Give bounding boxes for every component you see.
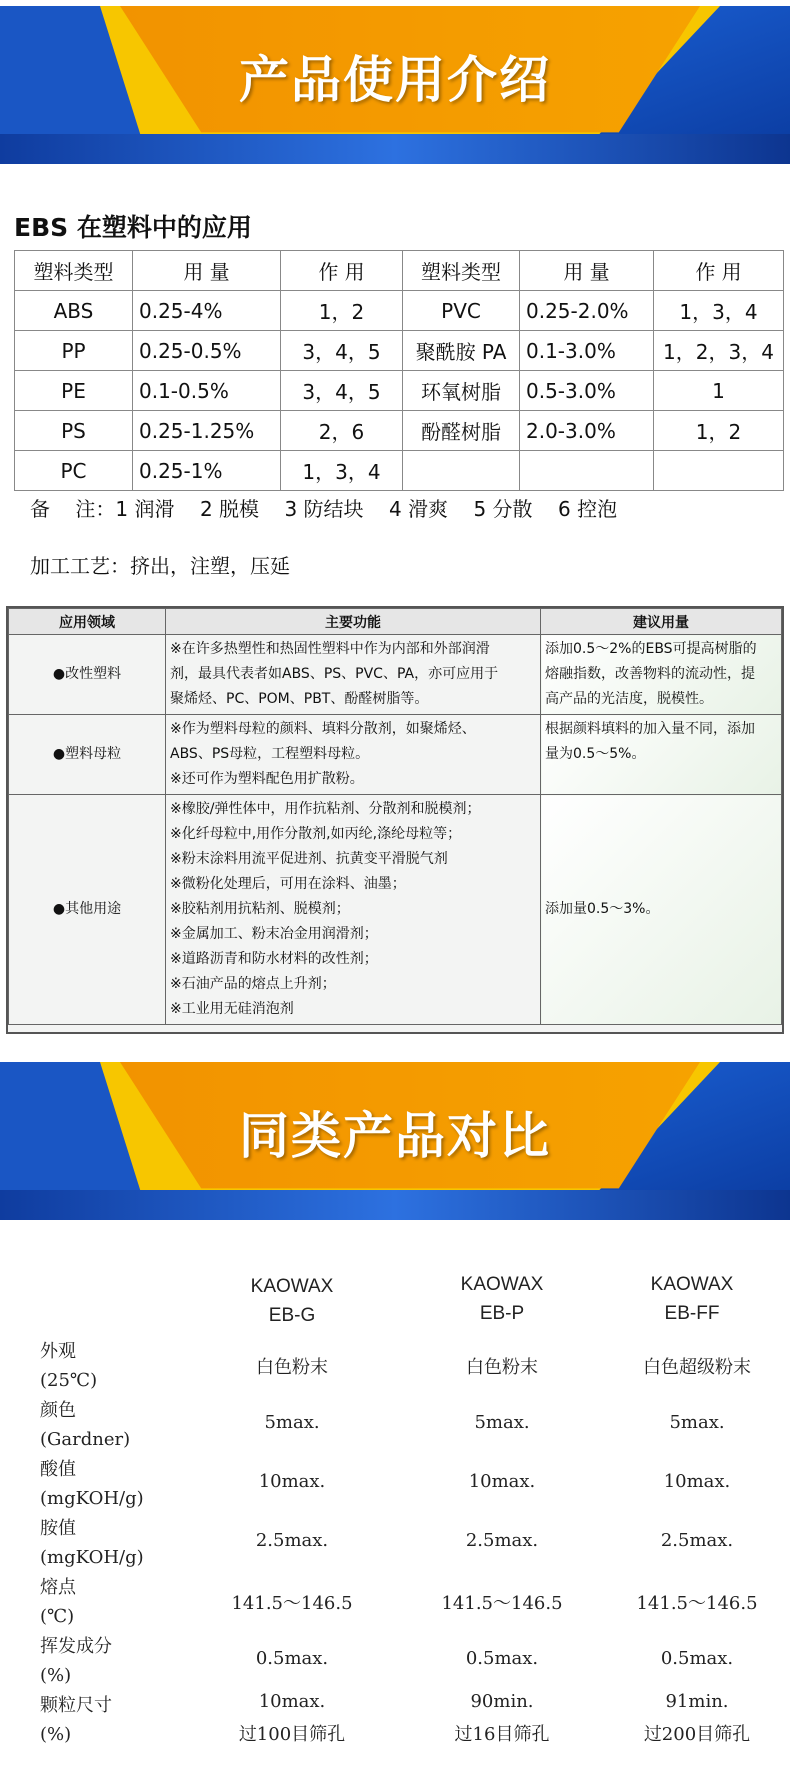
- header-cell: 塑料类型: [403, 251, 520, 291]
- dosage-line: 量为0.5～5%。: [545, 746, 646, 762]
- header-cell: 建议用量: [541, 609, 782, 635]
- header-cell: 应用领域: [9, 609, 166, 635]
- table-cell: 1，2，3，4: [654, 331, 784, 371]
- table-header-row: [15, 251, 784, 291]
- property-value: 10max.: [663, 1471, 731, 1492]
- table-cell: PE: [15, 371, 133, 411]
- header-cell: 作 用: [654, 251, 784, 291]
- dosage-line: 高产品的光洁度，脱模性。: [545, 691, 713, 707]
- property-value: 5max.: [264, 1412, 320, 1433]
- function-cell: [166, 635, 541, 715]
- field-cell: ●改性塑料: [9, 635, 166, 715]
- property-value: 10max.: [258, 1471, 326, 1492]
- property-value: 2.5max.: [660, 1530, 734, 1551]
- table-cell: PP: [15, 331, 133, 371]
- header-cell: 主要功能: [166, 609, 541, 635]
- table-cell: [403, 451, 520, 491]
- dosage-cell: [541, 715, 782, 795]
- property-value: 2.5max.: [465, 1530, 539, 1551]
- property-value: 91min.: [665, 1691, 729, 1712]
- property-label: 颗粒尺寸: [40, 1695, 112, 1716]
- dosage-line: 添加0.5～2%的EBS可提高树脂的: [545, 641, 757, 657]
- table-cell: 0.25-2.0%: [520, 291, 654, 331]
- property-value: 0.5max.: [660, 1648, 734, 1669]
- table-row: [15, 371, 784, 411]
- function-line: ※胶粘剂用抗粘剂、脱模剂；: [170, 901, 350, 917]
- table-row: [9, 715, 782, 795]
- table-cell: 1，3，4: [654, 291, 784, 331]
- product-brand: KAOWAX: [250, 1276, 334, 1297]
- property-value: 白色粉末: [256, 1357, 328, 1378]
- ebs-process: 加工工艺：挤出，注塑，压延: [30, 554, 290, 578]
- property-value-sieve: 过200目筛孔: [643, 1724, 751, 1745]
- property-label: 熔点: [40, 1577, 76, 1598]
- table-cell: [520, 451, 654, 491]
- function-cell: [166, 715, 541, 795]
- table-cell: PC: [15, 451, 133, 491]
- banner-bg-band: [0, 1190, 790, 1220]
- table-cell: 1，2: [281, 291, 403, 331]
- ebs-plastics-table: [14, 250, 784, 491]
- table-row: [15, 411, 784, 451]
- property-value: 90min.: [470, 1691, 534, 1712]
- function-line: ※石油产品的熔点上升剂；: [170, 976, 336, 992]
- product-header: [202, 1272, 382, 1330]
- property-value: 2.5max.: [255, 1530, 329, 1551]
- property-value: 141.5～146.5: [636, 1593, 758, 1614]
- table-cell: 1，2: [654, 411, 784, 451]
- table-cell: PS: [15, 411, 133, 451]
- table-row: [9, 795, 782, 1025]
- table-row: [15, 291, 784, 331]
- ebs-section-title: EBS 在塑料中的应用: [14, 213, 252, 242]
- function-line: ※作为塑料母粒的颜料、填料分散剂，如聚烯烃、: [170, 721, 476, 737]
- dosage-cell: [541, 635, 782, 715]
- table-cell: 0.25-1.25%: [133, 411, 281, 451]
- table-cell: 2.0-3.0%: [520, 411, 654, 451]
- property-unit: (mgKOH/g): [40, 1488, 144, 1509]
- table-cell: 0.25-4%: [133, 291, 281, 331]
- header-cell: 用 量: [133, 251, 281, 291]
- property-value: 白色超级粉末: [643, 1357, 751, 1378]
- function-line: ※化纤母粒中,用作分散剂,如丙纶,涤纶母粒等；: [170, 826, 462, 842]
- dosage-line: 添加量0.5～3%。: [545, 901, 660, 917]
- property-value: 10max.: [468, 1471, 536, 1492]
- header-cell: 用 量: [520, 251, 654, 291]
- function-line: ※微粉化处理后，可用在涂料、油墨；: [170, 876, 406, 892]
- table-cell: 3，4，5: [281, 371, 403, 411]
- product-brand: KAOWAX: [650, 1274, 734, 1295]
- header-cell: 塑料类型: [15, 251, 133, 291]
- property-label: 外观: [40, 1341, 76, 1362]
- table-cell: 3，4，5: [281, 331, 403, 371]
- banner-bg-band: [0, 134, 790, 164]
- dosage-line: 根据颜料填料的加入量不同，添加: [545, 721, 755, 737]
- property-unit: (%): [40, 1724, 72, 1745]
- table-cell: 1，3，4: [281, 451, 403, 491]
- table-cell: 0.1-3.0%: [520, 331, 654, 371]
- function-cell: [166, 795, 541, 1025]
- function-line: ABS、PS母粒，工程塑料母粒。: [170, 746, 370, 762]
- banner-title: 同类产品对比: [239, 1107, 551, 1165]
- table-row: [15, 451, 784, 491]
- property-label: 挥发成分: [40, 1636, 112, 1657]
- table-cell: 0.25-1%: [133, 451, 281, 491]
- table-header-row: [9, 609, 782, 635]
- property-label: 颜色: [40, 1400, 76, 1421]
- table-cell: 聚酰胺 PA: [403, 331, 520, 371]
- property-value: 141.5～146.5: [231, 1593, 353, 1614]
- application-table-image: [6, 606, 784, 1034]
- product-grade: EB-P: [479, 1303, 525, 1324]
- header-cell: 作 用: [281, 251, 403, 291]
- property-value-sieve: 过100目筛孔: [238, 1724, 346, 1745]
- table-cell: 0.5-3.0%: [520, 371, 654, 411]
- property-value: 0.5max.: [255, 1648, 329, 1669]
- property-value: 白色粉末: [466, 1357, 538, 1378]
- function-line: ※在许多热塑性和热固性塑料中作为内部和外部润滑: [170, 641, 490, 657]
- property-unit: (℃): [40, 1606, 75, 1627]
- property-unit: (%): [40, 1665, 72, 1686]
- banner-product-intro: [0, 6, 790, 164]
- property-value: 0.5max.: [465, 1648, 539, 1669]
- table-cell: 1: [654, 371, 784, 411]
- dosage-line: 熔融指数，改善物料的流动性，提: [545, 666, 755, 682]
- function-line: ※道路沥青和防水材料的改性剂；: [170, 951, 378, 967]
- function-line: ※粉末涂料用流平促进剂、抗黄变平滑脱气剂: [170, 851, 448, 867]
- property-value: 141.5～146.5: [441, 1593, 563, 1614]
- property-unit: (25℃): [40, 1370, 98, 1391]
- table-cell: 0.25-0.5%: [133, 331, 281, 371]
- property-unit: (mgKOH/g): [40, 1547, 144, 1568]
- table-row: [9, 635, 782, 715]
- property-value: 10max.: [258, 1691, 326, 1712]
- function-line: ※金属加工、粉末冶金用润滑剂；: [170, 926, 378, 942]
- property-unit: (Gardner): [40, 1429, 131, 1450]
- product-grade: EB-G: [268, 1305, 316, 1326]
- property-label: 胺值: [40, 1518, 76, 1539]
- table-cell: 2，6: [281, 411, 403, 451]
- table-cell: 环氧树脂: [403, 371, 520, 411]
- table-cell: 酚醛树脂: [403, 411, 520, 451]
- table-cell: [654, 451, 784, 491]
- table-cell: PVC: [403, 291, 520, 331]
- property-value-sieve: 过16目筛孔: [454, 1724, 550, 1745]
- function-line: 聚烯烃、PC、POM、PBT、酚醛树脂等。: [170, 691, 429, 707]
- function-line: ※工业用无硅消泡剂: [170, 1001, 294, 1017]
- field-cell: ●其他用途: [9, 795, 166, 1025]
- application-table: [8, 608, 782, 1025]
- function-line: 剂，最具代表者如ABS、PS、PVC、PA，亦可应用于: [170, 666, 499, 682]
- banner-product-comparison: [0, 1062, 790, 1220]
- table-cell: 0.1-0.5%: [133, 371, 281, 411]
- product-grade: EB-FF: [664, 1303, 720, 1324]
- property-label: 酸值: [40, 1459, 76, 1480]
- ebs-note: 备 注：1 润滑 2 脱模 3 防结块 4 滑爽 5 分散 6 控泡: [30, 497, 618, 521]
- product-header: [602, 1270, 782, 1328]
- property-value: 5max.: [474, 1412, 530, 1433]
- function-line: ※橡胶/弹性体中，用作抗粘剂、分散剂和脱模剂；: [170, 801, 481, 817]
- field-cell: ●塑料母粒: [9, 715, 166, 795]
- table-row: [15, 331, 784, 371]
- dosage-cell: [541, 795, 782, 1025]
- product-header: [412, 1270, 592, 1328]
- function-line: ※还可作为塑料配色用扩散粉。: [170, 771, 364, 787]
- product-brand: KAOWAX: [460, 1274, 544, 1295]
- banner-title: 产品使用介绍: [239, 51, 551, 109]
- property-value: 5max.: [669, 1412, 725, 1433]
- table-cell: ABS: [15, 291, 133, 331]
